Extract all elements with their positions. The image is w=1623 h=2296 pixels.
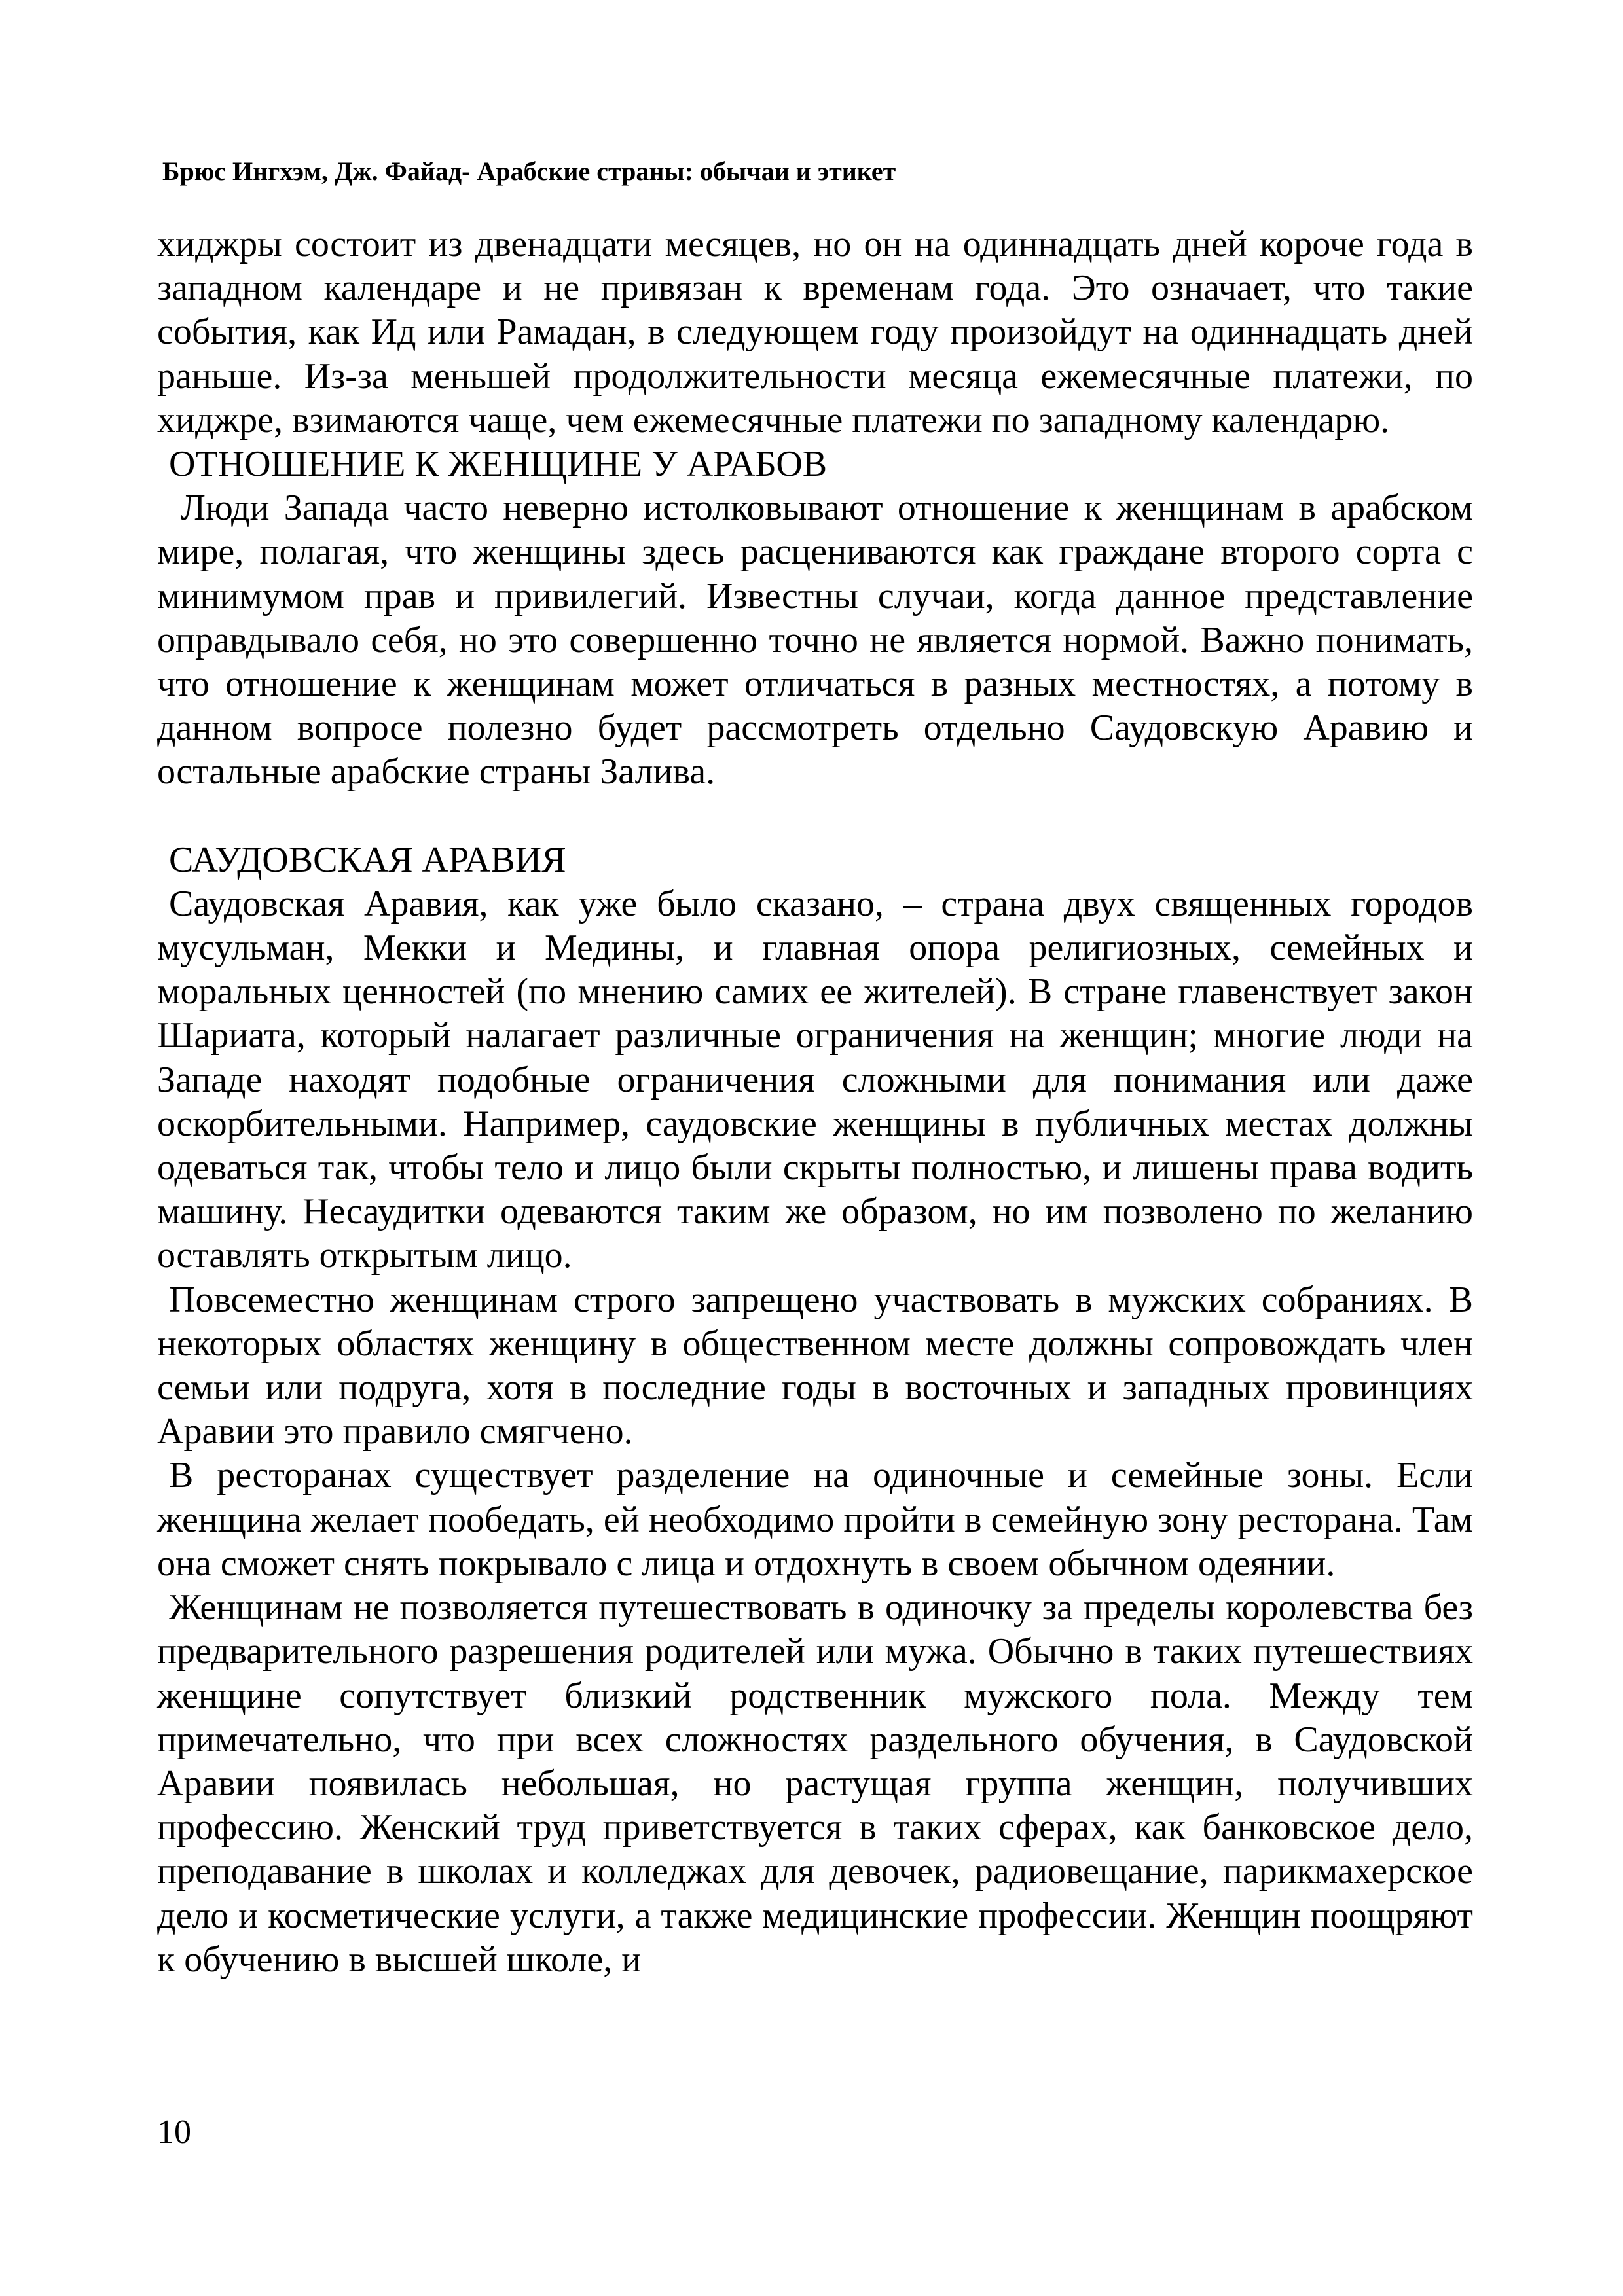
- section-heading-saudi-arabia: САУДОВСКАЯ АРАВИЯ: [169, 839, 566, 880]
- paragraph-restaurants: В ресторанах существует разделение на одиночные и семейные зоны. Если женщина желает пообедать, ей необходимо пройти в семейную зону ресторана. Там она сможет снять покрывало с лица и отдохнуть в своем обычном одеянии.: [157, 1455, 1473, 1584]
- page-number: 10: [157, 2113, 191, 2151]
- paragraph-travel-and-work: Женщинам не позволяется путешествовать в одиночку за пределы королевства без предварительного разрешения родителей или мужа. Обычно в таких путешествиях женщине сопутствует близкий родственник мужского пола. Между тем примечательно, что при всех сложностях раздельного обучения, в Саудовской Аравии появилась небольшая, но растущая группа женщин, получивших профессию. Женский труд приветствуется в таких сферах, как банковское дело, преподавание в школах и колледжах для девочек, радиовещание, парикмахерское дело и косметические услуги, а также медицинские профессии. Женщин поощряют к обучению в высшей школе, и: [157, 1587, 1473, 1980]
- paragraph-hijri-calendar: хиджры состоит из двенадцати месяцев, но он на одиннадцать дней короче года в западном календаре и не привязан к временам года. Это означает, что такие события, как Ид или Рамадан, в следующем году произойдут на одиннадцать дней раньше. Из-за меньшей продолжительности месяца ежемесячные платежи, по хиджре, взимаются чаще, чем ежемесячные платежи по западному календарю.: [157, 224, 1473, 440]
- body-text: [157, 223, 1473, 1982]
- running-header: Брюс Ингхэм, Дж. Файад- Арабские страны: обычаи и этикет: [162, 156, 896, 186]
- paragraph-saudi-sharia: Саудовская Аравия, как уже было сказано, – страна двух священных городов мусульман, Мекки и Медины, и главная опора религиозных, семейных и моральных ценностей (по мнению самих ее жителей). В стране главенствует закон Шариата, который налагает различные ограничения на женщин; многие люди на Западе находят подобные ограничения сложными для понимания или даже оскорбительными. Например, саудовские женщины в публичных местах должны одеваться так, чтобы тело и лицо были скрыты полностью, и лишены права водить машину. Несаудитки одеваются таким же образом, но им позволено по желанию оставлять открытым лицо.: [157, 883, 1473, 1276]
- paragraph-gap: [157, 795, 1473, 838]
- paragraph-women-perception: Люди Запада часто неверно истолковывают отношение к женщинам в арабском мире, полагая, что женщины здесь расцениваются как граждане второго сорта с минимумом прав и привилегий. Известны случаи, когда данное представление оправдывало себя, но это совершенно точно не является нормой. Важно понимать, что отношение к женщинам может отличаться в разных местностях, а потому в данном вопросе полезно будет рассмотреть отдельно Саудовскую Аравию и остальные арабские страны Залива.: [157, 488, 1473, 793]
- section-heading-women-attitude: ОТНОШЕНИЕ К ЖЕНЩИНЕ У АРАБОВ: [169, 444, 828, 485]
- paragraph-men-gatherings: Повсеместно женщинам строго запрещено участвовать в мужских собраниях. В некоторых областях женщину в общественном месте должны сопровождать член семьи или подруга, хотя в последние годы в восточных и западных провинциях Аравии это правило смягчено.: [157, 1279, 1473, 1452]
